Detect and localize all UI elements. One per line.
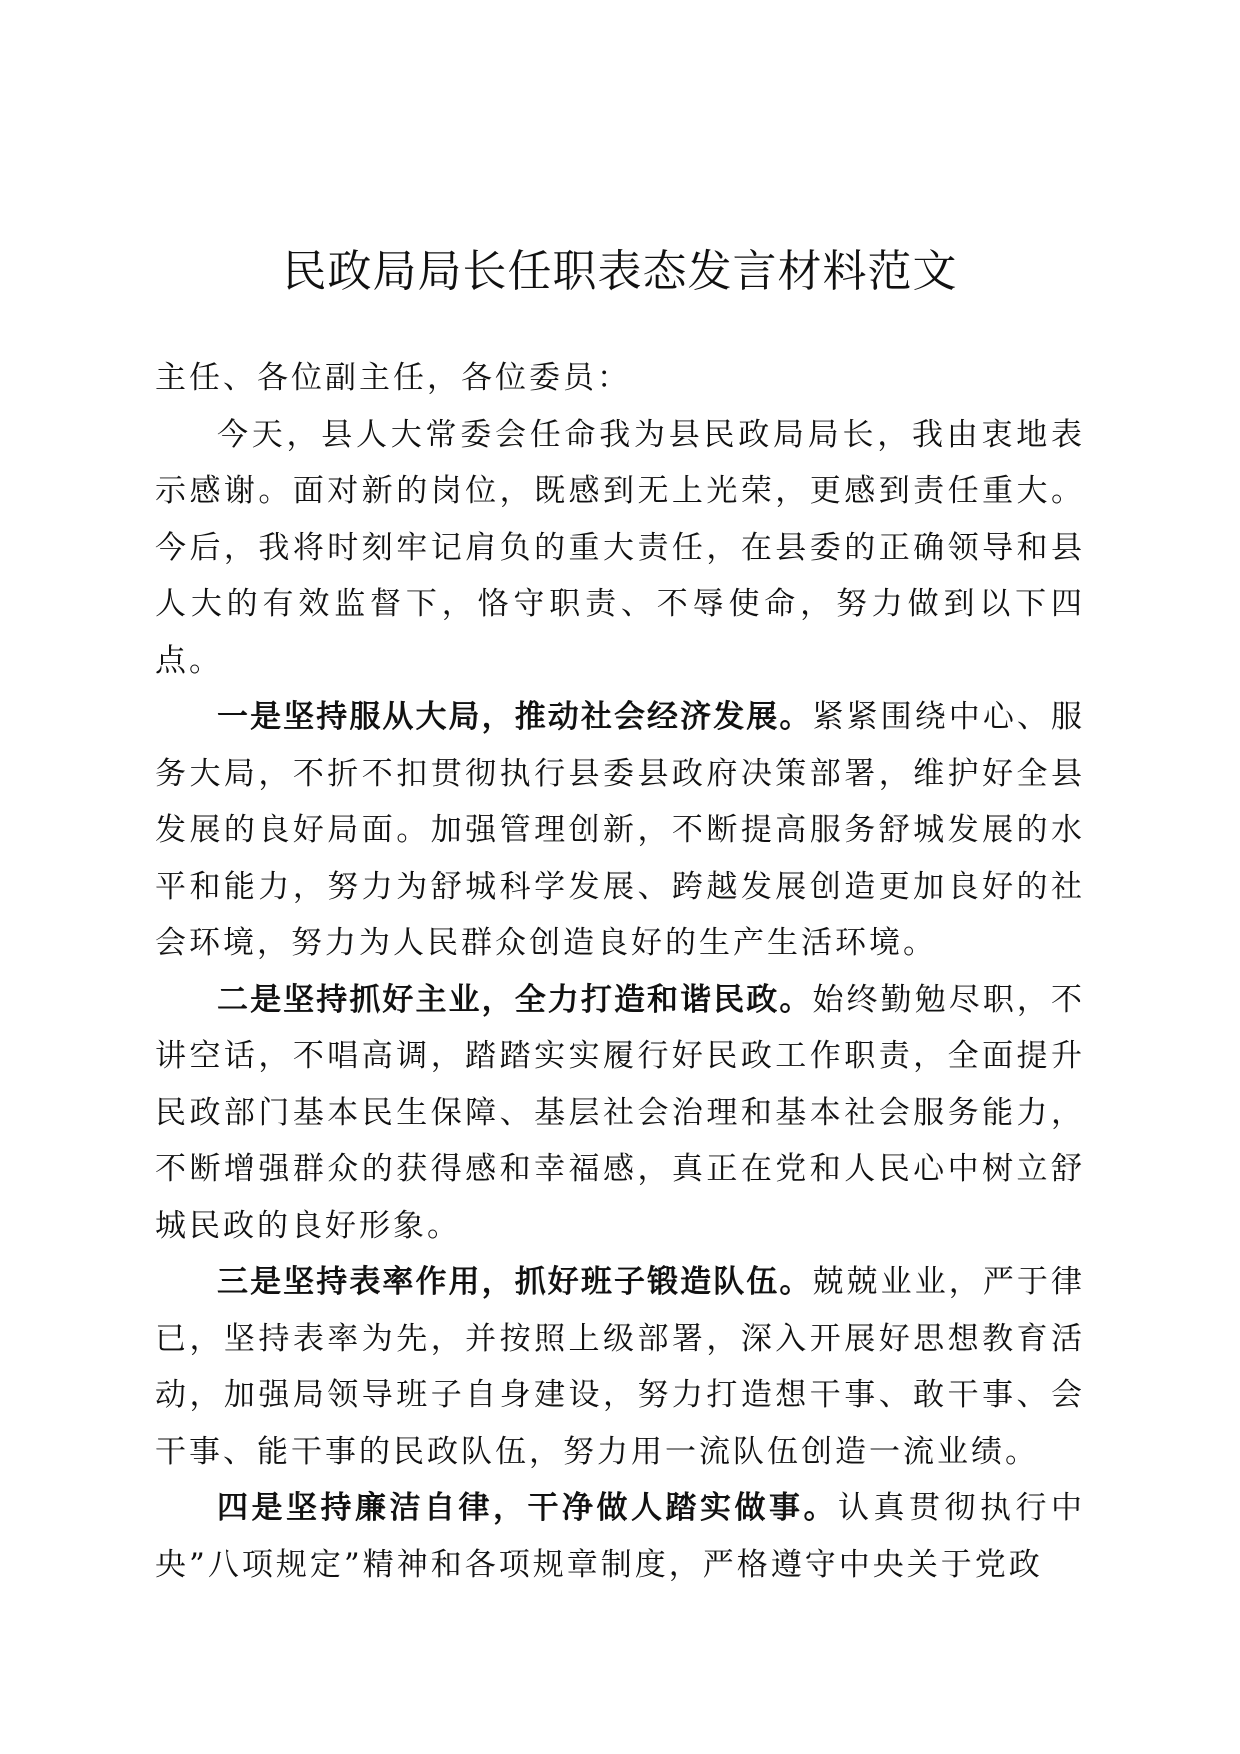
document-title: 民政局局长任职表态发言材料范文	[282, 246, 958, 297]
point-text: 兢兢业业，严于律已，坚持表率为先，并按照上级部署，深入开展好思想教育活动，加强局领导班子自身建设，努力打造想干事、敢干事、会干事、能干事的民政队伍，努力用一流队伍创造一流业绩。	[155, 1264, 1086, 1470]
intro-paragraph: 今天，县人大常委会任命我为县民政局局长，我由衷地表示感谢。面对新的岗位，既感到无上光荣，更感到责任重大。今后，我将时刻牢记肩负的重大责任，在县委的正确领导和县人大的有效监督下，恪守职责、不辱使命，努力做到以下四点。	[155, 416, 1085, 679]
point-paragraph-4	[155, 1480, 1085, 1593]
point-paragraph-2	[155, 972, 1085, 1255]
point-text: 紧紧围绕中心、服务大局，不折不扣贯彻执行县委县政府决策部署，维护好全县发展的良好局面。加强管理创新，不断提高服务舒城发展的水平和能力，努力为舒城科学发展、跨越发展创造更加良好的社会环境，努力为人民群众创造良好的生产生活环境。	[155, 699, 1086, 961]
point-paragraph-3	[155, 1254, 1085, 1480]
salutation: 主任、各位副主任，各位委员：	[155, 360, 631, 396]
point-text: 认真贯彻执行中央”八项规定”精神和各项规章制度，严格遵守中央关于党政	[155, 1490, 1085, 1583]
point-paragraph-1	[155, 689, 1085, 972]
point-lead: 二是坚持抓好主业，全力打造和谐民政。	[217, 981, 813, 1018]
point-lead: 一是坚持服从大局，推动社会经济发展。	[217, 699, 813, 735]
point-text: 始终勤勉尽职，不讲空话，不唱高调，踏踏实实履行好民政工作职责，全面提升民政部门基本民生保障、基层社会治理和基本社会服务能力，不断增强群众的获得感和幸福感，真正在党和人民心中树立舒城民政的良好形象。	[155, 981, 1086, 1244]
point-lead: 四是坚持廉洁自律，干净做人踏实做事。	[217, 1490, 838, 1526]
document-body	[155, 350, 1085, 1593]
point-lead: 三是坚持表率作用，抓好班子锻造队伍。	[217, 1264, 813, 1300]
